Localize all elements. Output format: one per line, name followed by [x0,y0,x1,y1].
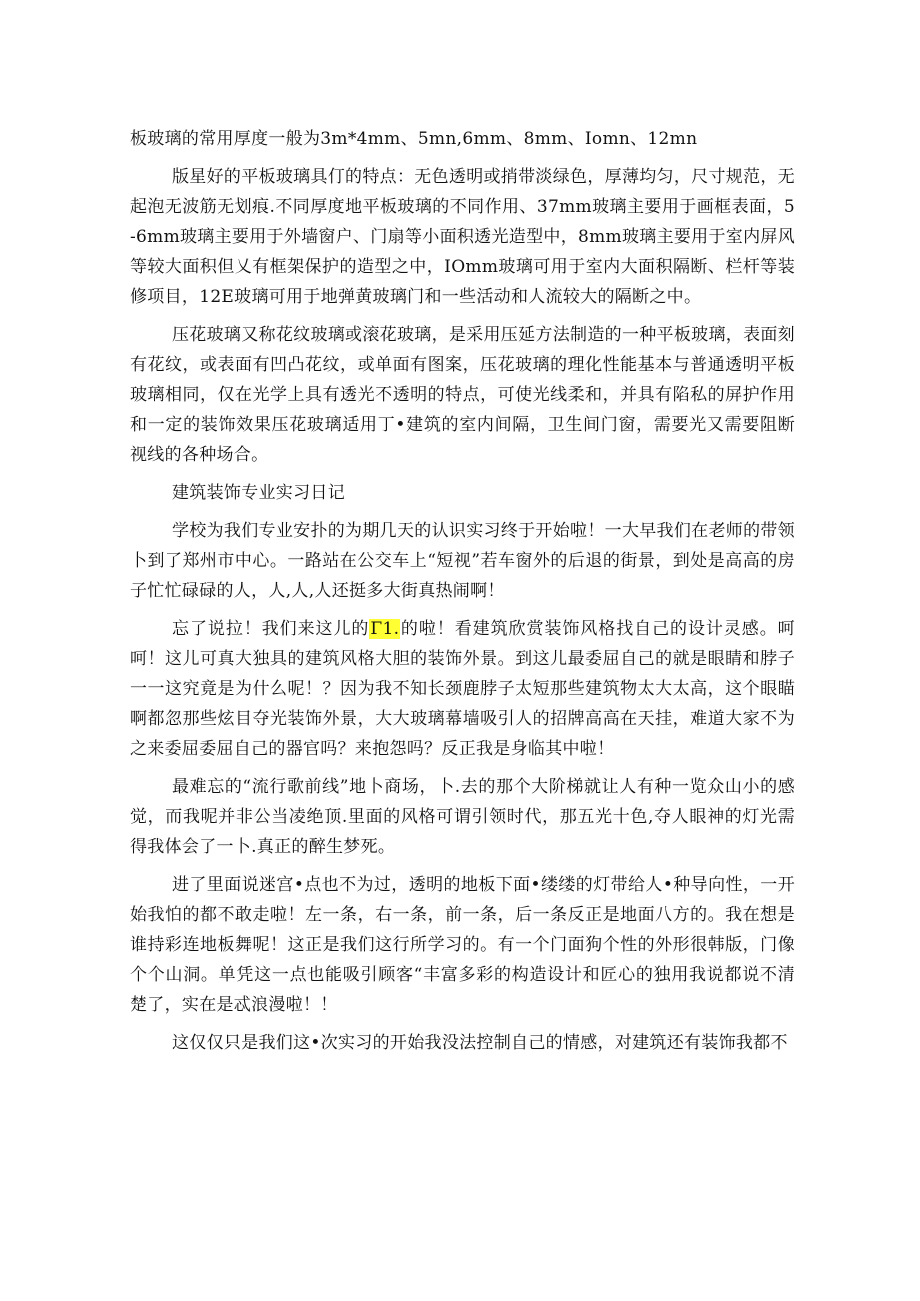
paragraph-internship-start: 学校为我们专业安扑的为期几天的认识实习终于开始啦！一大早我们在老师的带领卜到了郑州市中心。一路站在公交车上“短视”若车窗外的后退的街景，到处是高高的房子忙忙碌碌的人，人,人,人还挺多大街真热闹啊！ [130,521,795,601]
paragraph-thickness: 板玻璃的常用厚度一般为3m*4mm、5mn,6mm、8mm、Iomn、12mn [130,129,698,149]
paragraph-flat-glass: 版星好的平板玻璃具仃的特点：无色透明或捎带淡绿色，厚薄均匀，尺寸规范，无起泡无波筋无划痕.不同厚度地平板玻璃的不同作用、37mm玻璃主要用于画框表面，5-6mm玻璃主要用于外墙窗户、门扇等小面积透光造型中，8mm玻璃主要用于室内屏风等较大面积但乂有框架保护的造型之中，IOmm玻璃可用于室内大面积隔断、栏杆等装修项目，12E玻璃可用于地弹黄玻璃门和一些活动和人流较大的隔断之中。 [130,167,795,307]
paragraph-closing: 这仅仅只是我们这•次实习的开始我没法控制自己的情感，对建筑还有装饰我都不 [172,1033,788,1053]
document-body [130,124,795,1066]
paragraph-architecture-view [130,614,795,764]
paragraph-text-segment: 的啦！看建筑欣赏装饰风格找自己的设计灵感。呵呵！这儿可真大独具的建筑风格大胆的装饰外景。到这儿最委屈自己的就是眼睛和脖子一一这究竟是为什么呢！？因为我不知长颈鹿脖子太短那些建筑物太大太高，这个眼瞄啊都忽那些炫目夺光装饰外景，大大玻璃幕墙吸引人的招牌高高在天挂，难道大家不为之来委屈委屈自己的器官吗？来抱怨吗？反正我是身临其中啦！ [130,619,795,759]
paragraph-text-segment: 忘了说拉！我们来这儿的 [172,619,370,639]
paragraph-underground-mall: 最难忘的“流行歌前线”地卜商场，卜.去的那个大阶梯就让人有种一览众山小的感觉，而我呢并非公当凌绝顶.里面的风格可谓引领时代，那五光十色,夺人眼神的灯光需得我体会了一卜.真正的醉生梦死。 [130,777,795,857]
highlighted-text: Γ1. [370,619,400,639]
paragraph-maze-interior: 进了里面说迷宫•点也不为过，透明的地板下面•缕缕的灯带给人•种导向性，一开始我怕的都不敢走啦！左一条，右一条，前一条，后一条反正是地面八方的。我在想是谁持彩连地板舞呢！这正是我们这行所学习的。有一个门面狗个性的外形很韩版，门像个个山洞。单凭这一点也能吸引顾客“丰富多彩的构造设计和匠心的独用我说都说不清楚了，实在是忒浪漫啦！！ [130,875,795,1015]
section-heading-diary: 建筑装饰专业实习日记 [172,483,345,503]
paragraph-patterned-glass: 压花玻璃又称花纹玻璃或滚花玻璃，是采用压延方法制造的一种平板玻璃，表面刻有花纹，或表面有凹凸花纹，或单面有图案，压花玻璃的理化性能基本与普通透明平板玻璃相同，仅在光学上具有透光不透明的特点，可使光线柔和，并具有陷私的屏护作用和一定的装饰效果压花玻璃适用丁•建筑的室内间隔，卫生间门窗，需要光又需要阻断视线的各种场合。 [130,325,795,465]
